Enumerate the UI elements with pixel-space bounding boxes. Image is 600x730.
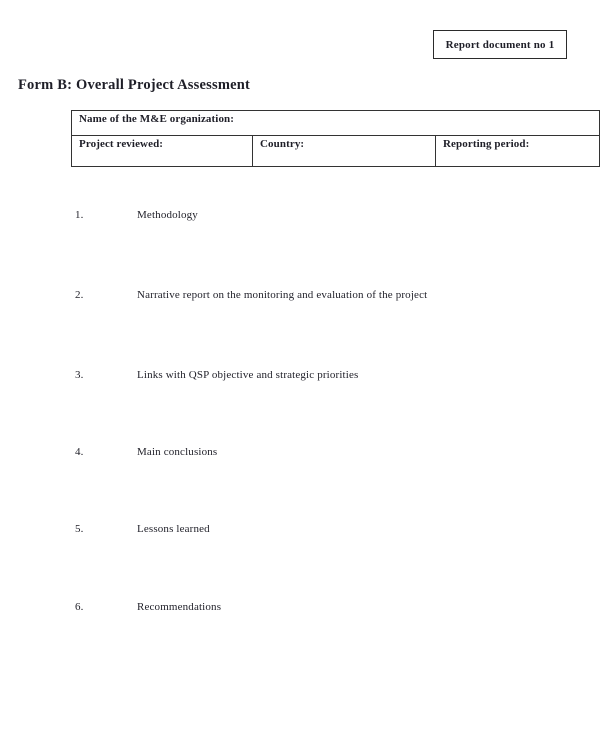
item-number: 4. bbox=[75, 446, 84, 458]
report-document-number-label: Report document no 1 bbox=[445, 38, 555, 51]
project-reviewed-cell: Project reviewed: bbox=[72, 136, 253, 167]
table-row bbox=[72, 111, 600, 136]
item-label: Narrative report on the monitoring and evaluation of the project bbox=[137, 289, 428, 301]
item-number: 5. bbox=[75, 523, 84, 535]
item-number: 2. bbox=[75, 289, 84, 301]
reporting-period-cell: Reporting period: bbox=[436, 136, 600, 167]
list-item bbox=[75, 369, 358, 381]
page-title: Form B: Overall Project Assessment bbox=[18, 77, 251, 93]
list-item bbox=[75, 446, 217, 458]
list-item bbox=[75, 289, 427, 301]
item-number: 1. bbox=[75, 209, 84, 221]
org-name-cell: Name of the M&E organization: bbox=[72, 111, 600, 136]
list-item bbox=[75, 209, 198, 221]
report-document-number-box bbox=[433, 30, 567, 59]
item-label: Recommendations bbox=[137, 601, 222, 613]
item-number: 3. bbox=[75, 369, 84, 381]
table-row bbox=[72, 136, 600, 167]
item-label: Links with QSP objective and strategic priorities bbox=[137, 369, 359, 381]
item-label: Lessons learned bbox=[137, 523, 210, 535]
item-label: Methodology bbox=[137, 209, 198, 221]
country-cell: Country: bbox=[253, 136, 436, 167]
list-item bbox=[75, 601, 221, 613]
item-number: 6. bbox=[75, 601, 84, 613]
project-info-table bbox=[71, 110, 600, 167]
list-item bbox=[75, 523, 210, 535]
item-label: Main conclusions bbox=[137, 446, 218, 458]
